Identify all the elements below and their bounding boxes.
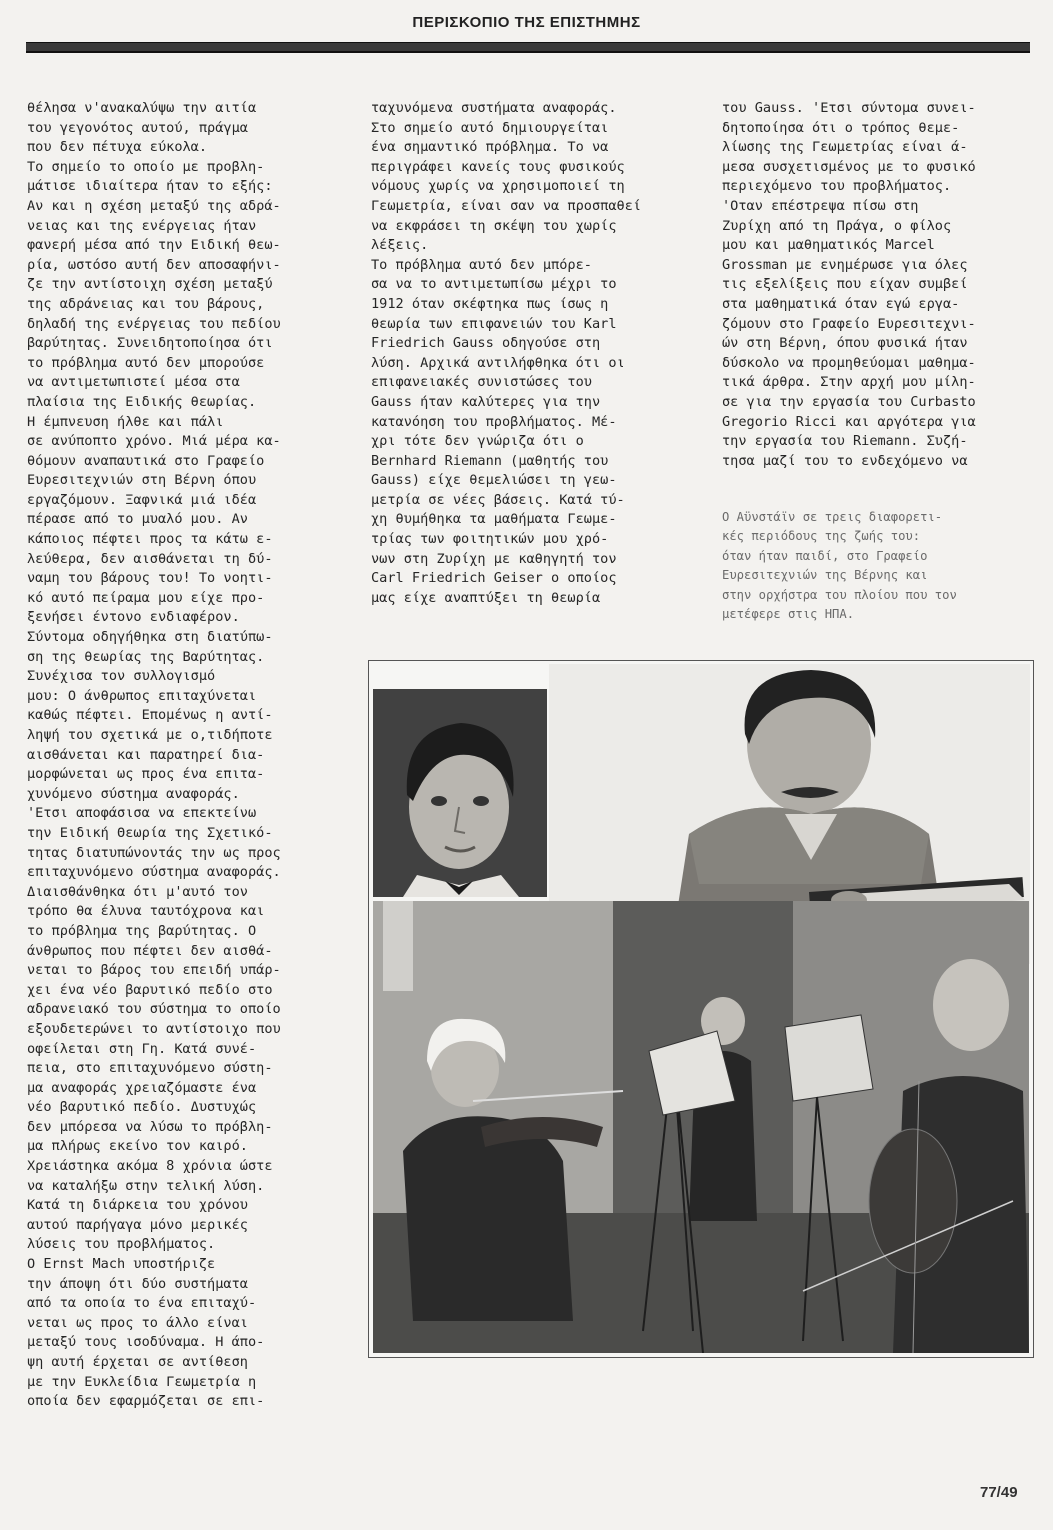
text-line: μεταξύ τους ισοδύναμα. Η άπο- bbox=[27, 1334, 265, 1351]
text-line: ζε την αντίστοιχη σχέση μεταξύ bbox=[27, 276, 273, 293]
text-line: το πρόβλημα αυτό δεν μπορούσε bbox=[27, 354, 265, 371]
caption-line: στην ορχήστρα του πλοίου που τον bbox=[722, 587, 957, 602]
text-line: περιεχόμενο του προβλήματος. bbox=[722, 178, 952, 195]
text-line: να καταλήξω στην τελική λύση. bbox=[27, 1177, 265, 1194]
text-line: μεσα συσχετισμένος με το φυσικό bbox=[722, 158, 976, 175]
caption-line: κές περιόδους της ζωής του: bbox=[722, 529, 921, 544]
text-line: θεωρία των επιφανειών του Karl bbox=[371, 315, 617, 332]
caption-line: Ο Αϋνστάϊν σε τρεις διαφορετι- bbox=[722, 510, 943, 524]
text-line: 'Οταν επέστρεψα πίσω στη bbox=[722, 197, 919, 214]
text-line: ση της θεωρίας της Βαρύτητας. bbox=[27, 648, 265, 665]
text-line: πέρασε από το μυαλό μου. Αν bbox=[27, 511, 248, 528]
text-line: εξουδετερώνει το αντίστοιχο που bbox=[27, 1020, 281, 1037]
text-line: με την Ευκλείδια Γεωμετρία η bbox=[27, 1373, 257, 1390]
text-line: Ευρεσιτεχνιών στη Βέρνη όπου bbox=[27, 472, 257, 489]
text-line: Ο Ernst Mach υποστήριζε bbox=[27, 1256, 216, 1273]
text-line: πεια, στο επιταχυνόμενο σύστη- bbox=[27, 1060, 273, 1077]
text-line: τις εξελίξεις που είχαν συμβεί bbox=[722, 276, 968, 293]
text-line: να εκφράσει τη σκέψη του χωρίς bbox=[371, 217, 617, 234]
text-line: λίωσης της Γεωμετρίας είναι ά- bbox=[722, 139, 968, 156]
text-line: ψη αυτή έρχεται σε αντίθεση bbox=[27, 1354, 248, 1370]
text-line: νων στη Ζυρίχη με καθηγητή τον bbox=[371, 550, 617, 567]
caption-line: Ευρεσιτεχνιών της Βέρνης και bbox=[722, 568, 928, 583]
text-line: επιταχυνόμενο σύστημα αναφοράς. bbox=[27, 864, 281, 881]
text-line: του Gauss. 'Ετσι σύντομα συνει- bbox=[722, 100, 976, 116]
text-line: από τα οποία το ένα επιταχύ- bbox=[27, 1295, 257, 1312]
text-line: Carl Friedrich Geiser ο οποίος bbox=[371, 570, 617, 587]
text-line: χυνόμενο σύστημα αναφοράς. bbox=[27, 785, 240, 802]
text-line: Χρειάστηκα ακόμα 8 χρόνια ώστε bbox=[27, 1158, 273, 1175]
text-line: θέλησα ν'ανακαλύψω την αιτία bbox=[27, 100, 257, 116]
text-line: επιφανειακές συνιστώσες του bbox=[371, 374, 592, 391]
text-line: αισθάνεται και παρατηρεί δια- bbox=[27, 746, 265, 763]
text-line: κατανόηση του προβλήματος. Μέ- bbox=[371, 413, 617, 430]
caption-line: μετέφερε στις ΗΠΑ. bbox=[722, 607, 855, 622]
text-line: κάποιος πέφτει προς τα κάτω ε- bbox=[27, 531, 273, 548]
photo-child-portrait bbox=[373, 689, 547, 897]
text-line: δεν μπόρεσα να λύσω το πρόβλη- bbox=[27, 1118, 273, 1135]
article-column-1 bbox=[27, 99, 337, 1412]
text-line: να αντιμετωπιστεί μέσα στα bbox=[27, 374, 240, 391]
text-line: μα πλήρως εκείνο τον καιρό. bbox=[27, 1138, 248, 1155]
photo-caption bbox=[722, 508, 1034, 624]
text-line: 'Ετσι αποφάσισα να επεκτείνω bbox=[27, 805, 257, 822]
text-line: μετρία σε νέες βάσεις. Κατά τύ- bbox=[371, 491, 625, 508]
text-line: χει ένα νέο βαρυτικό πεδίο στο bbox=[27, 981, 273, 998]
text-line: της αδράνειας και του βάρους, bbox=[27, 295, 265, 312]
text-line: μα αναφοράς χρειαζόμαστε ένα bbox=[27, 1079, 257, 1096]
text-line: Αν και η σχέση μεταξύ της αδρά- bbox=[27, 197, 281, 214]
text-line: πλαίσια της Ειδικής θεωρίας. bbox=[27, 393, 257, 410]
text-line: τητας διατυπώνοντάς την ως προς bbox=[27, 844, 281, 861]
text-line: νέο βαρυτικό πεδίο. Δυστυχώς bbox=[27, 1099, 257, 1116]
text-line: Ζυρίχη από τη Πράγα, ο φίλος bbox=[722, 217, 952, 234]
article-column-3 bbox=[722, 99, 1034, 471]
text-line: Bernhard Riemann (μαθητής του bbox=[371, 452, 609, 469]
text-line: βαρύτητας. Συνειδητοποίησα ότι bbox=[27, 335, 273, 352]
text-line: νεται το βάρος του επειδή υπάρ- bbox=[27, 962, 281, 979]
caption-line: όταν ήταν παιδί, στο Γραφείο bbox=[722, 548, 928, 563]
text-line: λεύθερα, δεν αισθάνεται τη δύ- bbox=[27, 550, 273, 567]
text-line: νόμους χωρίς να χρησιμοποιεί τη bbox=[371, 178, 625, 195]
text-line: Διαισθάνθηκα ότι μ'αυτό τον bbox=[27, 883, 248, 900]
text-line: ζόμουν στο Γραφείο Ευρεσιτεχνι- bbox=[722, 315, 976, 332]
text-line: αυτού παρήγαγα μόνο μερικές bbox=[27, 1216, 248, 1233]
photo-collage bbox=[368, 660, 1034, 1358]
text-line: Κατά τη διάρκεια του χρόνου bbox=[27, 1197, 248, 1214]
text-line: Gauss) είχε θεμελιώσει τη γεω- bbox=[371, 472, 617, 489]
text-line: που δεν πέτυχα εύκολα. bbox=[27, 139, 208, 156]
text-line: ών στη Βέρνη, όπου φυσικά ήταν bbox=[722, 335, 968, 352]
text-line: οφείλεται στη Γη. Κατά συνέ- bbox=[27, 1040, 257, 1057]
text-line: σα να το αντιμετωπίσω μέχρι το bbox=[371, 276, 617, 293]
text-line: ρία, ωστόσο αυτή δεν αποσαφήνι- bbox=[27, 256, 281, 273]
text-line: τικά άρθρα. Στην αρχή μου μίλη- bbox=[722, 374, 976, 391]
text-line: του γεγονότος αυτού, πράγμα bbox=[27, 119, 248, 136]
text-line: τησα μαζί του το ενδεχόμενο να bbox=[722, 452, 968, 469]
text-line: την εργασία του Riemann. Συζή- bbox=[722, 433, 968, 450]
text-line: την Ειδική Θεωρία της Σχετικό- bbox=[27, 824, 273, 841]
text-line: εργαζόμουν. Ξαφνικά μιά ιδέα bbox=[27, 491, 257, 508]
text-line: καθώς πέφτει. Επομένως η αντί- bbox=[27, 707, 273, 724]
text-line: φανερή μέσα από την Ειδική θεω- bbox=[27, 237, 281, 254]
text-line: την άποψη ότι δύο συστήματα bbox=[27, 1275, 248, 1292]
text-line: μάτισε ιδιαίτερα ήταν το εξής: bbox=[27, 178, 273, 195]
text-line: ένα σημαντικό πρόβλημα. Το να bbox=[371, 139, 609, 156]
text-line: Gauss ήταν καλύτερες για την bbox=[371, 393, 601, 410]
running-header: ΠΕΡΙΣΚΟΠΙΟ ΤΗΣ ΕΠΙΣΤΗΜΗΣ bbox=[412, 14, 641, 31]
text-line: άνθρωπος που πέφτει δεν αισθά- bbox=[27, 942, 273, 959]
text-line: ταχυνόμενα συστήματα αναφοράς. bbox=[371, 100, 617, 116]
text-line: το πρόβλημα της βαρύτητας. Ο bbox=[27, 922, 257, 939]
article-column-2 bbox=[371, 99, 681, 608]
text-line: μας είχε αναπτύξει τη θεωρία bbox=[371, 589, 601, 606]
text-line: ληψή του σχετικά με ο,τιδήποτε bbox=[27, 727, 273, 743]
text-line: δύσκολο να προμηθεύομαι μαθημα- bbox=[722, 354, 976, 371]
text-line: τρίας των φοιτητικών μου χρό- bbox=[371, 531, 609, 548]
text-line: λύσεις του προβλήματος. bbox=[27, 1236, 216, 1253]
text-line: Gregorio Ricci και αργότερα για bbox=[722, 413, 976, 430]
text-line: περιγράφει κανείς τους φυσικούς bbox=[371, 158, 625, 175]
text-line: ξενήσει έντονο ενδιαφέρον. bbox=[27, 609, 240, 626]
text-line: Το σημείο το οποίο με προβλη- bbox=[27, 158, 265, 175]
text-line: χη θυμήθηκα τα μαθήματα Γεωμε- bbox=[371, 511, 617, 528]
text-line: Το πρόβλημα αυτό δεν μπόρε- bbox=[371, 256, 592, 273]
text-line: 1912 όταν σκέφτηκα πως ίσως η bbox=[371, 295, 609, 312]
text-line: αδρανειακό του σύστημα το οποίο bbox=[27, 1001, 281, 1018]
page-number: 77/49 bbox=[980, 1484, 1018, 1501]
text-line: μου: Ο άνθρωπος επιταχύνεται bbox=[27, 687, 257, 704]
text-line: ναμη του βάρους του! Το νοητι- bbox=[27, 570, 273, 587]
text-line: χρι τότε δεν γνώριζα ότι ο bbox=[371, 433, 584, 450]
text-line: Στο σημείο αυτό δημιουργείται bbox=[371, 119, 609, 136]
text-line: Γεωμετρία, είναι σαν να προσπαθεί bbox=[371, 197, 642, 214]
text-line: νεται ως προς το άλλο είναι bbox=[27, 1314, 248, 1331]
text-line: οποία δεν εφαρμόζεται σε επι- bbox=[27, 1393, 265, 1410]
text-line: Η έμπνευση ήλθε και πάλι bbox=[27, 413, 224, 430]
text-line: σε για την εργασία του Curbasto bbox=[722, 393, 976, 410]
text-line: μορφώνεται ως προς ένα επιτα- bbox=[27, 766, 265, 783]
text-line: κό αυτό πείραμα μου είχε προ- bbox=[27, 589, 265, 606]
text-line: μου και μαθηματικός Marcel bbox=[722, 237, 935, 254]
text-line: τρόπο θα έλυνα ταυτόχρονα και bbox=[27, 903, 265, 920]
text-line: στα μαθηματικά όταν εγώ εργα- bbox=[722, 295, 960, 312]
text-line: νειας και της ενέργειας ήταν bbox=[27, 217, 257, 234]
text-line: Σύντομα οδηγήθηκα στη διατύπω- bbox=[27, 629, 273, 646]
text-line: λύση. Αρχικά αντιλήφθηκα ότι οι bbox=[371, 354, 625, 371]
text-line: δητοποίησα ότι ο τρόπος θεμε- bbox=[722, 119, 960, 136]
photo-ship-orchestra bbox=[373, 901, 1029, 1353]
text-line: λέξεις. bbox=[371, 237, 429, 254]
text-line: δηλαδή της ενέργειας του πεδίου bbox=[27, 315, 281, 332]
text-line: Συνέχισα τον συλλογισμό bbox=[27, 668, 216, 685]
text-line: σε ανύποπτο χρόνο. Μιά μέρα κα- bbox=[27, 433, 281, 450]
text-line: Grossman με ενημέρωσε για όλες bbox=[722, 256, 968, 273]
header-rule bbox=[26, 42, 1030, 53]
text-line: θόμουν αναπαυτικά στο Γραφείο bbox=[27, 452, 265, 469]
text-line: Friedrich Gauss οδηγούσε στη bbox=[371, 335, 601, 352]
